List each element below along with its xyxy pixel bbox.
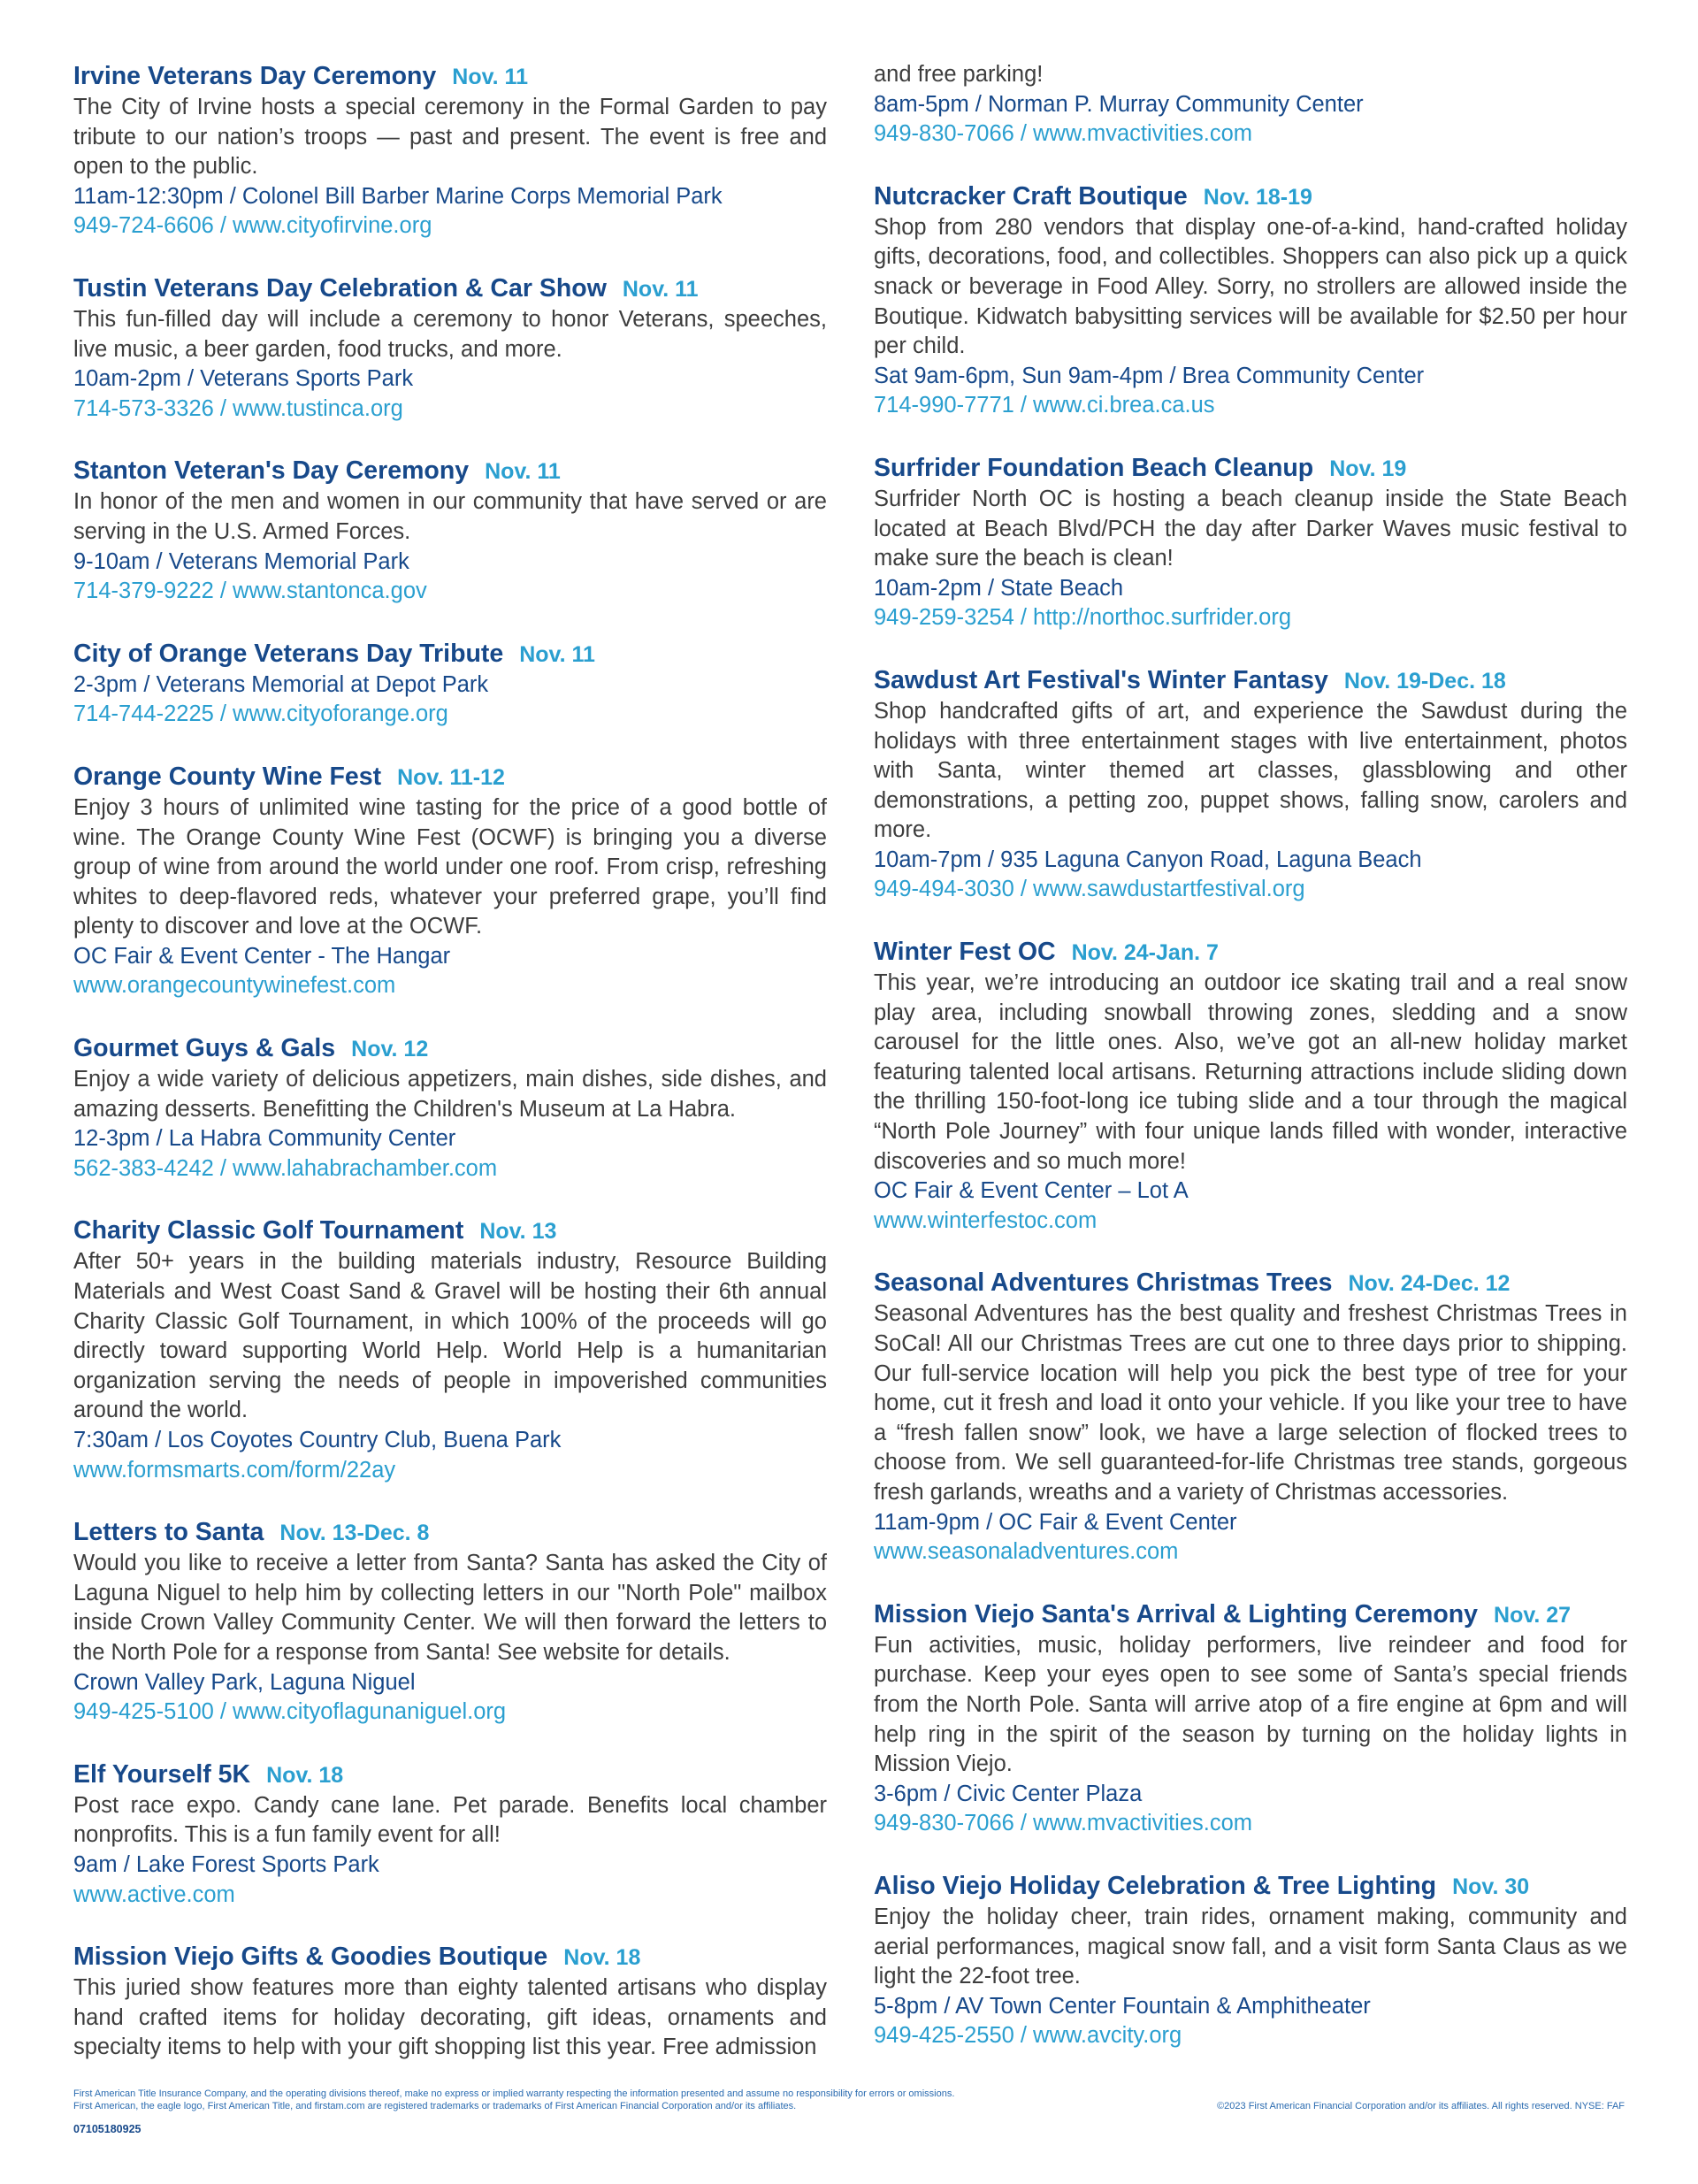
event-title: Stanton Veteran's Day Ceremony bbox=[73, 456, 470, 486]
event-listing bbox=[874, 452, 1627, 633]
event-heading bbox=[874, 1267, 1627, 1299]
event-contact[interactable]: www.winterfestoc.com bbox=[874, 1207, 1098, 1233]
event-date: Nov. 30 bbox=[1452, 1874, 1530, 1899]
event-description: This fun-filled day will include a ceremony to honor Veterans, speeches, live music, a beer garden, food trucks, and more. bbox=[73, 306, 827, 362]
event-date: Nov. 11 bbox=[622, 276, 699, 302]
event-title: Orange County Wine Fest bbox=[73, 762, 382, 791]
event-title: Gourmet Guys & Gals bbox=[73, 1034, 336, 1063]
event-heading bbox=[73, 1516, 827, 1549]
event-listing bbox=[874, 60, 1627, 149]
event-listing bbox=[73, 1032, 827, 1184]
event-description: Enjoy the holiday cheer, train rides, ornament making, community and aerial performances, magical snow fall, and a visit form Santa Claus as we light the 22-foot tree. bbox=[874, 1904, 1627, 1989]
event-listing bbox=[73, 1516, 827, 1728]
event-contact[interactable]: www.formsmarts.com/form/22ay bbox=[73, 1457, 396, 1483]
event-listing bbox=[874, 936, 1627, 1236]
event-contact[interactable]: 562-383-4242 / www.lahabrachamber.com bbox=[73, 1155, 498, 1181]
event-title: Irvine Veterans Day Ceremony bbox=[73, 62, 437, 90]
event-time-location: 9am / Lake Forest Sports Park bbox=[73, 1851, 379, 1877]
event-listing bbox=[874, 1267, 1627, 1567]
event-description: Surfrider North OC is hosting a beach cleanup inside the State Beach located at Beach Blvd/PCH the day after Darker Waves music festival to make sure the beach is clean! bbox=[874, 486, 1627, 571]
event-date: Nov. 19-Dec. 18 bbox=[1343, 668, 1506, 694]
event-date: Nov. 13 bbox=[479, 1219, 557, 1245]
event-time-location: 7:30am / Los Coyotes Country Club, Buena Park bbox=[73, 1428, 562, 1452]
event-heading bbox=[73, 1032, 827, 1065]
right-column bbox=[874, 60, 1627, 2082]
event-contact[interactable]: www.seasonaladventures.com bbox=[874, 1539, 1179, 1565]
event-listing bbox=[874, 1598, 1627, 1839]
event-description: Enjoy a wide variety of delicious appetizers, main dishes, side dishes, and amazing desserts. Benefitting the Children's Museum at La Habra. bbox=[73, 1067, 827, 1122]
event-listing bbox=[73, 1759, 827, 1910]
event-time-location: Sat 9am-6pm, Sun 9am-4pm / Brea Community Center bbox=[874, 363, 1425, 388]
event-title: Sawdust Art Festival's Winter Fantasy bbox=[874, 665, 1328, 694]
event-date: Nov. 24-Dec. 12 bbox=[1348, 1271, 1511, 1297]
event-title: Aliso Viejo Holiday Celebration & Tree Lighting bbox=[874, 1871, 1437, 1900]
event-heading bbox=[73, 1215, 827, 1247]
event-listing bbox=[73, 1215, 827, 1485]
event-date: Nov. 18-19 bbox=[1203, 184, 1312, 210]
event-date: Nov. 11 bbox=[485, 459, 561, 485]
event-listing bbox=[73, 761, 827, 1001]
event-listing bbox=[73, 455, 827, 606]
event-time-location: 11am-9pm / OC Fair & Event Center bbox=[874, 1509, 1237, 1535]
event-listing bbox=[73, 1941, 827, 2063]
event-contact[interactable]: 949-259-3254 / http://northoc.surfrider.org bbox=[874, 605, 1292, 631]
event-listing bbox=[73, 272, 827, 424]
event-contact[interactable]: 714-744-2225 / www.cityoforange.org bbox=[73, 701, 448, 727]
event-time-location: 10am-7pm / 935 Laguna Canyon Road, Laguna Beach bbox=[874, 847, 1422, 872]
event-time-location: 2-3pm / Veterans Memorial at Depot Park bbox=[73, 671, 489, 697]
event-title: Mission Viejo Santa's Arrival & Lighting Ceremony bbox=[874, 1599, 1479, 1628]
footer-trademark: First American, the eagle logo, First American Title, and firstam.com are registered trademarks or trademarks of First American Financial Corporation and/or its affiliates. bbox=[73, 2101, 797, 2111]
event-date: Nov. 27 bbox=[1494, 1602, 1572, 1628]
event-title: City of Orange Veterans Day Tribute bbox=[73, 639, 504, 668]
event-time-location: OC Fair & Event Center - The Hangar bbox=[73, 943, 451, 969]
event-date: Nov. 24-Jan. 7 bbox=[1071, 940, 1219, 966]
left-column bbox=[73, 60, 827, 2094]
event-description: After 50+ years in the building materials industry, Resource Building Materials and West Coast Sand & Gravel will be hosting their 6th annual Charity Classic Golf Tournament, in which 100% of the proceeds will go directly toward supporting World Help. World Help is a humanitarian organization serving the needs of people in impoverished communities around the world. bbox=[73, 1249, 827, 1423]
event-heading bbox=[874, 936, 1627, 969]
event-title: Letters to Santa bbox=[73, 1518, 264, 1547]
event-contact[interactable]: 714-379-9222 / www.stantonca.gov bbox=[73, 579, 427, 604]
event-heading bbox=[73, 1759, 827, 1791]
event-time-location: 12-3pm / La Habra Community Center bbox=[73, 1126, 456, 1152]
event-heading bbox=[73, 272, 827, 305]
event-time-location: 10am-2pm / Veterans Sports Park bbox=[73, 366, 414, 392]
event-date: Nov. 11-12 bbox=[397, 764, 505, 790]
event-title: Mission Viejo Gifts & Goodies Boutique bbox=[73, 1943, 548, 1972]
event-listing bbox=[73, 60, 827, 241]
event-listing bbox=[874, 180, 1627, 421]
event-description: Would you like to receive a letter from Santa? Santa has asked the City of Laguna Niguel to help him by collecting letters in our "North Pole" mailbox inside Crown Valley Community Center. We will then forward the letters to the North Pole for a response from Santa! See website for details. bbox=[73, 1551, 827, 1665]
document-code: 07105180925 bbox=[73, 2123, 142, 2135]
event-description: Seasonal Adventures has the best quality and freshest Christmas Trees in SoCal! All our Christmas Trees are cut one to three days prior to shipping. Our full-service location will help you pick the best type of tree for your home, cut it fresh and load it onto your vehicle. If you like your tree to have a “fresh fallen snow” look, we have a large selection of flocked trees to choose from. We sell guaranteed-for-life Christmas tree stands, gorgeous fresh garlands, wreaths and a variety of Christmas accessories. bbox=[874, 1301, 1627, 1505]
event-heading bbox=[874, 1870, 1627, 1903]
event-listing bbox=[874, 1870, 1627, 2051]
event-time-location: 10am-2pm / State Beach bbox=[874, 575, 1124, 601]
event-description: Enjoy 3 hours of unlimited wine tasting for the price of a good bottle of wine. The Orange County Wine Fest (OCWF) is bringing you a diverse group of wine from around the world under one roof. From crisp, refreshing whites to deep-flavored reds, whatever your preferred grape, you’ll find plenty to discover and love at the OCWF. bbox=[73, 794, 827, 939]
event-date: Nov. 12 bbox=[351, 1037, 429, 1062]
event-title: Seasonal Adventures Christmas Trees bbox=[874, 1268, 1333, 1298]
event-time-location: 3-6pm / Civic Center Plaza bbox=[874, 1781, 1143, 1806]
event-heading bbox=[73, 60, 827, 93]
event-contact[interactable]: www.active.com bbox=[73, 1881, 235, 1907]
event-time-location: 9-10am / Veterans Memorial Park bbox=[73, 548, 409, 574]
event-time-location: OC Fair & Event Center – Lot A bbox=[874, 1178, 1189, 1204]
event-title: Tustin Veterans Day Celebration & Car Show bbox=[73, 273, 607, 303]
event-date: Nov. 19 bbox=[1329, 456, 1407, 481]
event-date: Nov. 18 bbox=[563, 1945, 641, 1971]
event-heading bbox=[874, 1598, 1627, 1631]
event-contact[interactable]: 714-990-7771 / www.ci.brea.ca.us bbox=[874, 393, 1215, 418]
event-heading bbox=[73, 455, 827, 487]
event-listing bbox=[874, 664, 1627, 905]
event-title: Elf Yourself 5K bbox=[73, 1759, 251, 1789]
event-heading bbox=[874, 180, 1627, 213]
event-contact[interactable]: 949-494-3030 / www.sawdustartfestival.org bbox=[874, 877, 1305, 902]
event-heading bbox=[874, 452, 1627, 485]
event-description: Fun activities, music, holiday performers, live reindeer and food for purchase. Keep your eyes open to see some of Santa’s special friends from the North Pole. Santa will arrive atop of a fire engine at 6pm and will help ring in the spirit of the season by turning on the holiday lights in Mission Viejo. bbox=[874, 1632, 1627, 1777]
footer-disclaimer: First American Title Insurance Company, and the operating divisions thereof, make no express or implied warranty respecting the information presented and assume no responsibility for errors or omissions. bbox=[73, 2088, 955, 2099]
event-title: Surfrider Foundation Beach Cleanup bbox=[874, 453, 1314, 482]
event-date: Nov. 18 bbox=[266, 1762, 344, 1788]
event-date: Nov. 13-Dec. 8 bbox=[279, 1521, 430, 1546]
event-description: Post race expo. Candy cane lane. Pet parade. Benefits local chamber nonprofits. This is a fun family event for all! bbox=[73, 1792, 827, 1848]
event-listing bbox=[73, 638, 827, 730]
event-time-location: Crown Valley Park, Laguna Niguel bbox=[73, 1669, 416, 1695]
event-contact[interactable]: 949-830-7066 / www.mvactivities.com bbox=[874, 1811, 1253, 1836]
event-description: and free parking! bbox=[874, 62, 1044, 87]
event-description: Shop handcrafted gifts of art, and experience the Sawdust during the holidays with three entertainment stages with live entertainment, photos with Santa, winter themed art classes, glassblowing and other demonstrations, a petting zoo, puppet shows, falling snow, carolers and more. bbox=[874, 698, 1627, 843]
event-heading bbox=[874, 664, 1627, 697]
event-contact[interactable]: 949-724-6606 / www.cityofirvine.org bbox=[73, 213, 432, 239]
event-title: Winter Fest OC bbox=[874, 938, 1056, 967]
event-contact[interactable]: 714-573-3326 / www.tustinca.org bbox=[73, 395, 403, 421]
footer bbox=[73, 2088, 1625, 2135]
event-heading bbox=[73, 638, 827, 671]
event-time-location: 11am-12:30pm / Colonel Bill Barber Marine Corps Memorial Park bbox=[73, 183, 723, 209]
event-description: This year, we’re introducing an outdoor ice skating trail and a real snow play area, including snowball throwing zones, sledding and a snow carousel for the little ones. Also, we’ve got an all-new holiday market featuring talented local artisans. Returning attractions include sliding down the thrilling 150-foot-long ice tubing slide and a tour through the magical “North Pole Journey” with four unique lands filled with wonder, interactive discoveries and so much more! bbox=[874, 970, 1627, 1174]
event-contact[interactable]: 949-425-2550 / www.avcity.org bbox=[874, 2023, 1182, 2049]
event-description: The City of Irvine hosts a special ceremony in the Formal Garden to pay tribute to our nation’s troops — past and present. The event is free and open to the public. bbox=[73, 95, 827, 180]
event-contact[interactable]: 949-425-5100 / www.cityoflagunaniguel.org bbox=[73, 1699, 507, 1725]
event-heading bbox=[73, 1941, 827, 1973]
event-heading bbox=[73, 761, 827, 793]
event-contact[interactable]: 949-830-7066 / www.mvactivities.com bbox=[874, 121, 1253, 147]
event-time-location: 8am-5pm / Norman P. Murray Community Center bbox=[874, 91, 1364, 117]
event-description: This juried show features more than eighty talented artisans who display hand crafted items for holiday decorating, gift ideas, ornaments and specialty items to help with your gift shopping list this year. Free admission bbox=[73, 1975, 827, 2060]
footer-copyright: ©2023 First American Financial Corporation and/or its affiliates. All rights reserved. NYSE: FAF bbox=[1217, 2101, 1625, 2111]
event-title: Charity Classic Golf Tournament bbox=[73, 1216, 464, 1245]
event-date: Nov. 11 bbox=[519, 641, 595, 667]
event-contact[interactable]: www.orangecountywinefest.com bbox=[73, 973, 396, 999]
event-time-location: 5-8pm / AV Town Center Fountain & Amphitheater bbox=[874, 1993, 1371, 2019]
event-title: Nutcracker Craft Boutique bbox=[874, 181, 1188, 211]
event-description: In honor of the men and women in our community that have served or are serving in the U.S. Armed Forces. bbox=[73, 489, 827, 544]
event-description: Shop from 280 vendors that display one-of-a-kind, hand-crafted holiday gifts, decorations, food, and collectibles. Shoppers can also pick up a quick snack or beverage in Food Alley. Sorry, no strollers are allowed inside the Boutique. Kidwatch babysitting services will be available for $2.50 per hour per child. bbox=[874, 214, 1627, 359]
event-date: Nov. 11 bbox=[452, 65, 528, 89]
